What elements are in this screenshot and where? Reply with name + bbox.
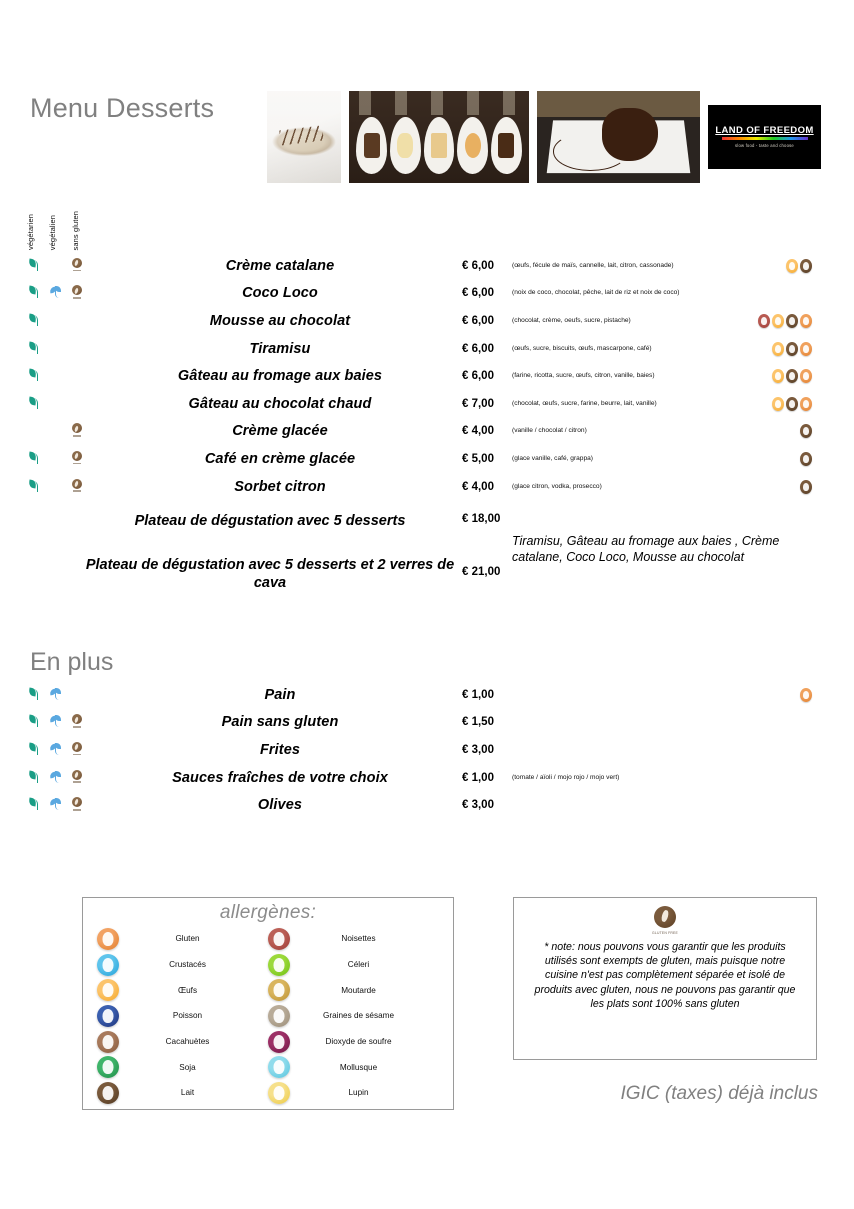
platter-name: Plateau de dégustation avec 5 desserts et 2 verres de cava [85, 557, 455, 592]
menu-row [0, 335, 854, 363]
menu-row [0, 307, 854, 335]
vegetalien-icon [50, 285, 61, 299]
logo-wordmark: LAND OF FREEDOM [715, 124, 814, 136]
diet-header-vegetalien: végétalien [48, 214, 57, 250]
allergen-label: Lait [180, 1088, 195, 1098]
diet-markers [26, 341, 96, 357]
legend-row [268, 1029, 439, 1055]
allergen-badge-lait [800, 424, 812, 438]
diet-markers [26, 313, 96, 329]
diet-markers [26, 258, 96, 274]
diet-markers [26, 687, 96, 703]
allergen-icon-moutarde [268, 979, 290, 1001]
platter-price: € 21,00 [462, 566, 501, 578]
allergen-label: Moutarde [341, 985, 376, 995]
legend-row [97, 1054, 268, 1080]
legend-row [268, 1080, 439, 1106]
sans-gluten-icon [71, 479, 83, 493]
allergen-badge-oeufs [772, 314, 784, 328]
allergen-badge-gluten [800, 314, 812, 328]
dish-row [356, 117, 522, 174]
allergen-label: Soja [179, 1062, 196, 1072]
menu-row [0, 473, 854, 501]
allergen-badges [758, 314, 812, 328]
sans-gluten-icon [71, 258, 83, 272]
vegetarien-icon [28, 714, 38, 728]
legend-row [97, 977, 268, 1003]
allergen-badges [772, 397, 812, 411]
dish-description: (glace citron, vodka, prosecco) [512, 482, 602, 490]
allergen-label: Graines de sésame [323, 1011, 394, 1021]
legend-row [268, 1054, 439, 1080]
allergen-badge-lait [800, 259, 812, 273]
vegetalien-icon [50, 742, 61, 756]
dish-name: Café en crème glacée [204, 450, 356, 467]
dish-description: (œufs, sucre, biscuits, œufs, mascarpone, café) [512, 344, 652, 352]
diet-markers [26, 423, 96, 439]
legend-row [97, 1029, 268, 1055]
vegetarien-icon [28, 285, 38, 299]
vegetarien-icon [28, 451, 38, 465]
diet-markers [26, 797, 96, 813]
dish-description: (œufs, fécule de maïs, cannelle, lait, citron, cassonade) [512, 261, 674, 269]
vegetalien-icon [50, 687, 61, 701]
vegetarien-icon [28, 313, 38, 327]
dish-description: (vanille / chocolat / citron) [512, 427, 587, 435]
dish-plate [457, 117, 488, 174]
wine-glasses-row [349, 91, 529, 115]
legend-title: allergènes: [219, 902, 317, 923]
allergen-badge-lait [786, 314, 798, 328]
dessert-log-cake-photo [267, 91, 341, 183]
allergen-badge-oeufs [772, 397, 784, 411]
allergen-badge-oeufs [772, 342, 784, 356]
allergen-icon-lupin [268, 1082, 290, 1104]
legend-row [97, 1003, 268, 1029]
sans-gluten-icon [71, 423, 83, 437]
dish-description: (tomate / aïoli / mojo rojo / mojo vert) [512, 773, 620, 781]
platter-name: Plateau de dégustation avec 5 desserts [134, 513, 406, 529]
diet-markers [26, 714, 96, 730]
rainbow-stripe-icon [722, 137, 808, 140]
dish-name: Pain sans gluten [221, 714, 339, 731]
menu-row [0, 280, 854, 308]
allergen-badge-gluten [800, 369, 812, 383]
dish-name: Gâteau au chocolat chaud [188, 395, 372, 412]
allergen-icon-sesame [268, 1005, 290, 1027]
allergen-badges [772, 342, 812, 356]
sans-gluten-icon [71, 451, 83, 465]
allergen-icon-mollusque [268, 1056, 290, 1078]
dish-description: (noix de coco, chocolat, pêche, lait de riz et noix de coco) [512, 289, 680, 297]
menu-row [0, 252, 854, 280]
sans-gluten-icon [71, 714, 83, 728]
diet-header-vegetarien: végétarien [26, 213, 35, 250]
sans-gluten-icon [71, 742, 83, 756]
allergen-badge-lait [800, 480, 812, 494]
dish-price: € 4,00 [462, 425, 494, 438]
vegetarien-icon [28, 479, 38, 493]
chocolate-cake [602, 108, 657, 161]
allergen-icon-cacahuetes [97, 1031, 119, 1053]
allergen-label: Gluten [175, 934, 200, 944]
sans-gluten-icon [71, 285, 83, 299]
allergen-icon-celeri [268, 954, 290, 976]
menu-row [0, 362, 854, 390]
allergen-icon-crustaces [97, 954, 119, 976]
vegetalien-icon [50, 770, 61, 784]
vegetarien-icon [28, 258, 38, 272]
dish-name: Olives [257, 797, 303, 814]
dish-price: € 3,00 [462, 799, 494, 812]
allergen-badge-noisettes [758, 314, 770, 328]
allergen-badge-lait [800, 452, 812, 466]
dish-price: € 6,00 [462, 314, 494, 327]
restaurant-logo-image [708, 105, 821, 169]
dish-name: Frites [259, 741, 301, 758]
diet-header-sans-gluten: sans gluten [71, 210, 80, 250]
section-title-en-plus: En plus [30, 648, 114, 676]
diet-markers [26, 742, 96, 758]
allergen-badge-gluten [800, 397, 812, 411]
legend-row [268, 1003, 439, 1029]
allergen-icon-soja [97, 1056, 119, 1078]
allergen-label: Céleri [347, 960, 370, 970]
dish-price: € 5,00 [462, 452, 494, 465]
dish-name: Pain [264, 686, 296, 703]
legend-row [97, 926, 268, 952]
allergen-label: Dioxyde de soufre [325, 1037, 392, 1047]
menu-row [0, 418, 854, 446]
sans-gluten-icon [71, 797, 83, 811]
gluten-note-text: * note: nous pouvons vous garantir que les produits utilisés sont exempts de gluten, mais puisque notre cuisine n'est pas complètement séparée et isolé de produits avec gluten, nous ne pouvons pas garantir que les plats sont 100% sans gluten [534, 941, 796, 1010]
dish-description: (chocolat, crème, oeufs, sucre, pistache) [512, 317, 631, 325]
dish-name: Crème catalane [225, 257, 335, 274]
tax-note: IGIC (taxes) déjà inclus [620, 1083, 818, 1104]
allergen-label: Noisettes [341, 934, 376, 944]
dish-name: Mousse au chocolat [209, 312, 351, 329]
platter-price: € 18,00 [462, 513, 501, 525]
allergen-badge-oeufs [786, 259, 798, 273]
vegetarien-icon [28, 770, 38, 784]
allergen-badge-gluten [800, 688, 812, 702]
legend-row [268, 952, 439, 978]
desserts-list [0, 252, 854, 500]
legend-column-left [97, 926, 268, 1106]
allergen-icon-soufre [268, 1031, 290, 1053]
allergen-badges [772, 369, 812, 383]
legend-row [97, 1080, 268, 1106]
diet-markers [26, 368, 96, 384]
diet-column-headers [26, 198, 96, 250]
dish-price: € 3,00 [462, 743, 494, 756]
menu-row [0, 736, 854, 764]
dish-plate [356, 117, 387, 174]
dish-price: € 1,00 [462, 688, 494, 701]
diet-markers [26, 479, 96, 495]
allergen-badge-gluten [800, 342, 812, 356]
allergen-badges [800, 452, 812, 466]
allergen-icon-noisettes [268, 928, 290, 950]
menu-row [0, 445, 854, 473]
allergen-icon-oeufs [97, 979, 119, 1001]
diet-markers [26, 770, 96, 786]
dish-price: € 1,50 [462, 716, 494, 729]
menu-row [0, 791, 854, 819]
allergen-badges [800, 480, 812, 494]
dish-price: € 6,00 [462, 370, 494, 383]
vegetarien-icon [28, 341, 38, 355]
dish-price: € 6,00 [462, 259, 494, 272]
dish-price: € 6,00 [462, 342, 494, 355]
menu-row [0, 764, 854, 792]
allergen-badge-lait [786, 342, 798, 356]
en-plus-list [0, 681, 854, 819]
dish-name: Tiramisu [249, 340, 311, 357]
allergen-badges [800, 424, 812, 438]
allergen-icon-poisson [97, 1005, 119, 1027]
vegetarien-icon [28, 396, 38, 410]
vegetarien-icon [28, 368, 38, 382]
allergen-icon-gluten [97, 928, 119, 950]
dish-name: Sauces fraîches de votre choix [172, 769, 388, 786]
diet-markers [26, 451, 96, 467]
legend-row [268, 977, 439, 1003]
dish-price: € 1,00 [462, 771, 494, 784]
sans-gluten-icon [71, 770, 83, 784]
legend-row [97, 952, 268, 978]
page-header [0, 85, 854, 190]
dish-plate [491, 117, 522, 174]
dish-name: Crème glacée [232, 423, 328, 440]
dish-price: € 6,00 [462, 287, 494, 300]
allergen-badge-lait [786, 369, 798, 383]
allergen-label: Crustacés [169, 960, 206, 970]
dish-description: (chocolat, œufs, sucre, farine, beurre, lait, vanille) [512, 399, 657, 407]
allergen-label: Poisson [172, 1011, 203, 1021]
dish-price: € 7,00 [462, 397, 494, 410]
gluten-note-box [513, 897, 817, 1060]
page-title: Menu Desserts [30, 93, 215, 123]
diet-markers [26, 285, 96, 301]
allergen-label: Œufs [177, 985, 198, 995]
allergen-icon-lait [97, 1082, 119, 1104]
five-dessert-tasting-platter-photo [349, 91, 529, 183]
allergen-label: Cacahuètes [165, 1037, 210, 1047]
allergen-label: Lupin [348, 1088, 369, 1098]
dish-name: Sorbet citron [234, 478, 326, 495]
dish-description: (farine, ricotta, sucre, œufs, citron, vanille, baies) [512, 372, 655, 380]
allergen-badges [800, 688, 812, 702]
dish-name: Coco Loco [242, 285, 318, 302]
vegetarien-icon [28, 742, 38, 756]
logo-tagline: slow food - taste and choose [735, 143, 794, 149]
dish-plate [390, 117, 421, 174]
legend-column-right [268, 926, 439, 1106]
vegetarien-icon [28, 687, 38, 701]
dish-price: € 4,00 [462, 480, 494, 493]
legend-row [268, 926, 439, 952]
dish-plate [424, 117, 455, 174]
allergens-legend [82, 897, 454, 1110]
menu-row [0, 709, 854, 737]
dish-description: (glace vanille, café, grappa) [512, 455, 594, 462]
allergen-label: Mollusque [339, 1062, 378, 1072]
gluten-free-badge-icon [652, 906, 678, 936]
menu-row [0, 681, 854, 709]
allergen-badges [786, 259, 812, 273]
gluten-free-badge-caption: GLUTEN FREE [652, 931, 678, 935]
vegetarien-icon [28, 797, 38, 811]
vegetalien-icon [50, 714, 61, 728]
platter-contents-note: Tiramisu, Gâteau au fromage aux baies , Crème catalane, Coco Loco, Mousse au chocolat [512, 534, 780, 565]
diet-markers [26, 396, 96, 412]
allergen-badge-lait [786, 397, 798, 411]
menu-row [0, 390, 854, 418]
header-photo-strip [267, 91, 821, 183]
dish-name: Gâteau au fromage aux baies [177, 368, 383, 385]
allergen-badge-oeufs [772, 369, 784, 383]
vegetalien-icon [50, 797, 61, 811]
chocolate-dessert-plate-photo [537, 91, 700, 183]
